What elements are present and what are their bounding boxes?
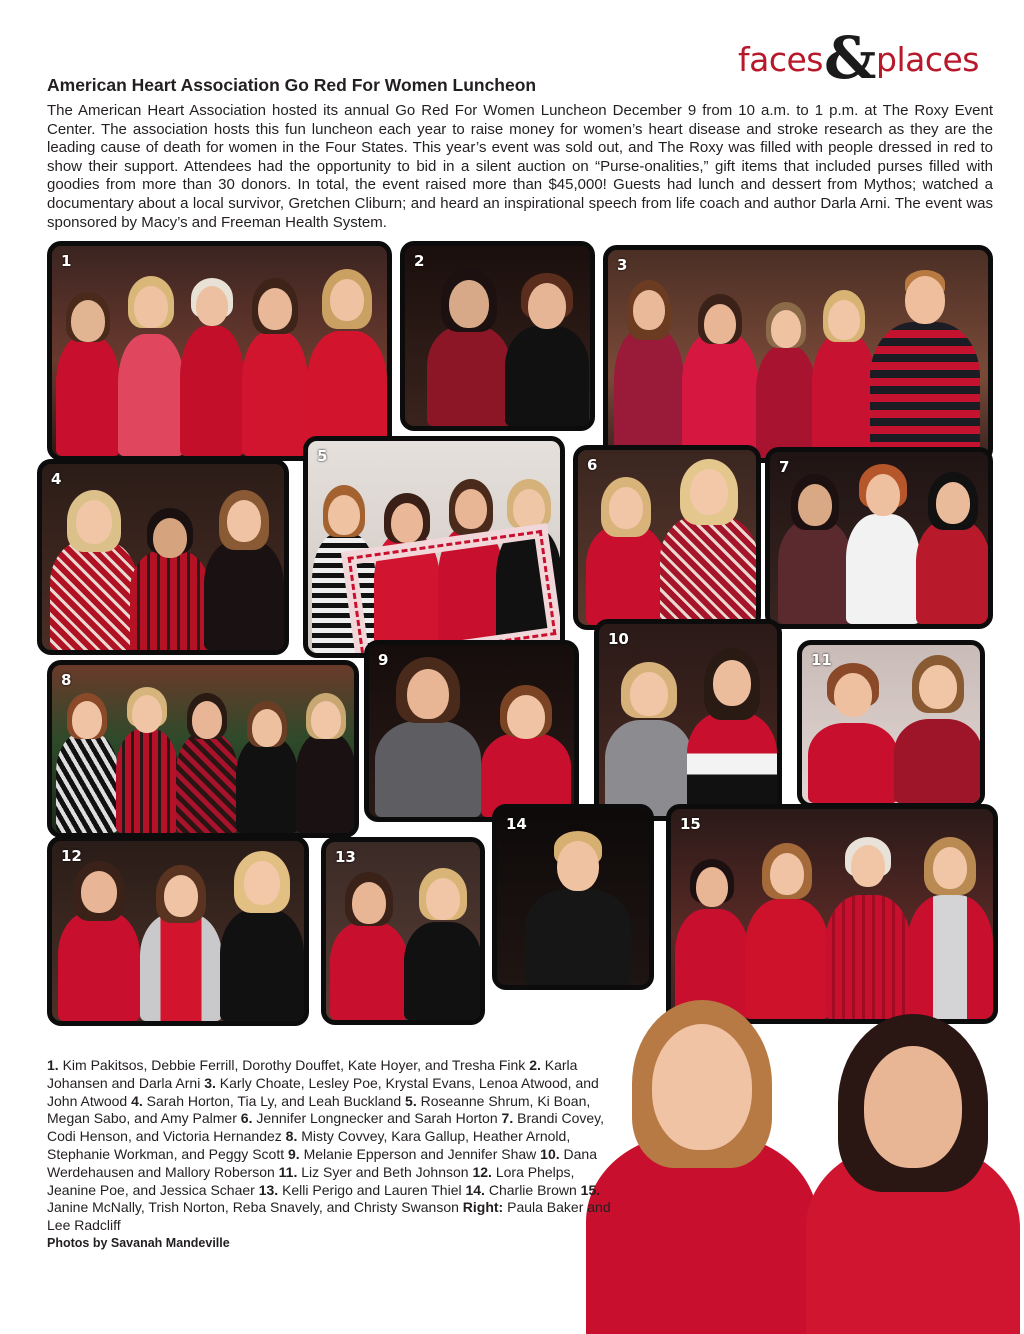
person-figure — [682, 278, 758, 458]
caption-names: Jennifer Longnecker and Sarah Horton — [256, 1110, 498, 1127]
person-figure — [330, 862, 408, 1020]
caption-number: 12. — [472, 1163, 492, 1180]
person-figure — [56, 683, 118, 833]
person-figure — [846, 456, 920, 624]
masthead-ampersand: & — [824, 24, 877, 92]
article-headline: American Heart Association Go Red For Women Luncheon — [47, 75, 537, 95]
person-figure — [870, 262, 980, 458]
person-figure — [505, 261, 589, 426]
featured-cutout-photo — [580, 985, 1024, 1334]
person-figure — [605, 656, 693, 816]
person-figure — [481, 677, 571, 817]
person-figure — [180, 266, 244, 456]
person-figure — [586, 467, 666, 625]
caption-names: Sarah Horton, Tia Ly, and Leah Buckland — [146, 1092, 402, 1109]
caption-number: 4. — [131, 1092, 143, 1109]
caption-names: Roseanne Shrum, Ki Boan, Megan Sabo, and Amy Palmer — [47, 1092, 591, 1127]
masthead-places: places — [876, 40, 979, 79]
photo-number: 9 — [378, 651, 389, 669]
person-figure — [812, 276, 876, 458]
photo-14 — [492, 804, 654, 990]
photo-6 — [573, 445, 761, 630]
caption-names: Kelli Perigo and Lauren Thiel — [282, 1181, 462, 1198]
person-figure — [204, 480, 284, 650]
person-figure — [118, 266, 184, 456]
caption-names: Liz Syer and Beth Johnson — [301, 1163, 469, 1180]
person-figure — [756, 286, 816, 458]
photo-11 — [797, 640, 985, 808]
photo-number: 5 — [317, 447, 328, 465]
person-figure — [375, 651, 481, 817]
caption-number: 2. — [529, 1057, 541, 1073]
person-figure — [806, 1010, 1020, 1334]
person-figure — [116, 679, 178, 833]
photo-number: 3 — [617, 256, 628, 274]
caption-names: Dana Werdehausen and Mallory Roberson — [47, 1145, 597, 1180]
photo-number: 15 — [680, 815, 701, 833]
caption-names: Brandi Covey, Codi Henson, and Victoria Hernandez — [47, 1110, 605, 1145]
caption-number: 11. — [278, 1163, 298, 1180]
caption-names: Charlie Brown — [488, 1181, 577, 1198]
person-figure — [404, 860, 482, 1020]
person-figure — [176, 683, 238, 833]
photo-10 — [594, 619, 782, 821]
caption-number: 15. — [580, 1181, 601, 1198]
photo-13 — [321, 837, 485, 1025]
person-figure — [236, 691, 298, 833]
caption-number: 7. — [501, 1110, 514, 1127]
person-figure — [130, 500, 210, 650]
photo-number: 10 — [608, 630, 629, 648]
photo-number: 2 — [414, 252, 425, 270]
article-intro: The American Heart Association hosted its annual Go Red For Women Luncheon December 9 from 10 a.m. to 1 p.m. at The Roxy Event Center. The association hosts this fun luncheon each year to raise money for women’s heart disease and stroke research as they are the leading cause of death for women in the Four States. This year’s event was sold out, and The Roxy was filled with people dressed in red to show their support. Attendees had the opportunity to bid in a silent auction on “Purse-onalities,” gift items that included purses filled with goodies from more than 30 donors. In total, the event raised more than $45,000! Guests had lunch and dessert from Mythos; watched a documentary about a local survivor, Gretchen Cliburn; and heard an inspirational speech from life coach and author Darla Arni. The event was sponsored by Macy’s and Freeman Health System. — [47, 102, 993, 231]
caption-number: 5. — [405, 1092, 417, 1109]
person-figure — [50, 480, 138, 650]
person-figure — [614, 268, 684, 458]
caption-number: 3. — [204, 1074, 216, 1091]
person-figure — [296, 683, 356, 833]
photo-number: 4 — [51, 470, 62, 488]
caption-number: 6. — [240, 1110, 253, 1127]
photo-1 — [47, 241, 392, 461]
caption-number: 10. — [540, 1145, 560, 1162]
photo-credit: Photos by Savanah Mandeville — [47, 1236, 230, 1250]
masthead-faces: faces — [738, 40, 823, 79]
caption-number: Right: — [462, 1199, 504, 1216]
photo-7 — [765, 447, 993, 629]
person-figure — [660, 453, 758, 625]
photo-number: 8 — [61, 671, 72, 689]
person-figure — [778, 464, 852, 624]
person-figure — [427, 258, 511, 426]
photo-number: 6 — [587, 456, 598, 474]
person-figure — [140, 855, 222, 1021]
photo-number: 7 — [779, 458, 790, 476]
photo-number: 11 — [811, 651, 832, 669]
person-figure — [220, 845, 304, 1021]
person-figure — [916, 464, 990, 624]
person-figure — [307, 261, 387, 456]
caption-names: Karly Choate, Lesley Poe, Krystal Evans, Lenoa Atwood, and John Atwood — [47, 1074, 599, 1109]
photo-3 — [603, 245, 993, 463]
photo-8 — [47, 660, 359, 838]
photo-12 — [47, 836, 309, 1026]
person-figure — [894, 647, 982, 803]
photo-9 — [364, 640, 579, 822]
caption-number: 8. — [285, 1128, 298, 1145]
caption-names: Kim Pakitsos, Debbie Ferrill, Dorothy Douffet, Kate Hoyer, and Tresha Fink — [62, 1057, 526, 1073]
photo-captions — [47, 1057, 622, 1235]
photo-number: 14 — [506, 815, 527, 833]
photo-4 — [37, 459, 289, 655]
caption-names: Lora Phelps, Jeanine Poe, and Jessica Schaer — [47, 1163, 575, 1198]
photo-2 — [400, 241, 595, 431]
caption-names: Melanie Epperson and Jennifer Shaw — [303, 1145, 537, 1162]
caption-number: 9. — [288, 1145, 300, 1162]
caption-names: Karla Johansen and Darla Arni — [47, 1057, 578, 1091]
photo-number: 13 — [335, 848, 356, 866]
caption-number: 1. — [47, 1057, 59, 1073]
masthead-logo — [736, 24, 996, 92]
caption-number: 14. — [465, 1181, 485, 1198]
photo-number: 1 — [61, 252, 72, 270]
person-figure — [58, 851, 140, 1021]
person-figure — [242, 266, 308, 456]
person-figure — [687, 644, 777, 816]
caption-names: Misty Covvey, Kara Gallup, Heather Arnold, Stephanie Workman, and Peggy Scott — [47, 1128, 571, 1162]
caption-names: Janine McNally, Trish Norton, Reba Snavely, and Christy Swanson — [47, 1199, 459, 1216]
caption-number: 13. — [258, 1181, 279, 1198]
person-figure — [808, 653, 898, 803]
caption-names: Paula Baker and Lee Radcliff — [47, 1199, 611, 1234]
photo-5 — [303, 436, 565, 658]
person-figure — [56, 276, 120, 456]
person-figure — [525, 823, 631, 985]
photo-number: 12 — [61, 847, 82, 865]
